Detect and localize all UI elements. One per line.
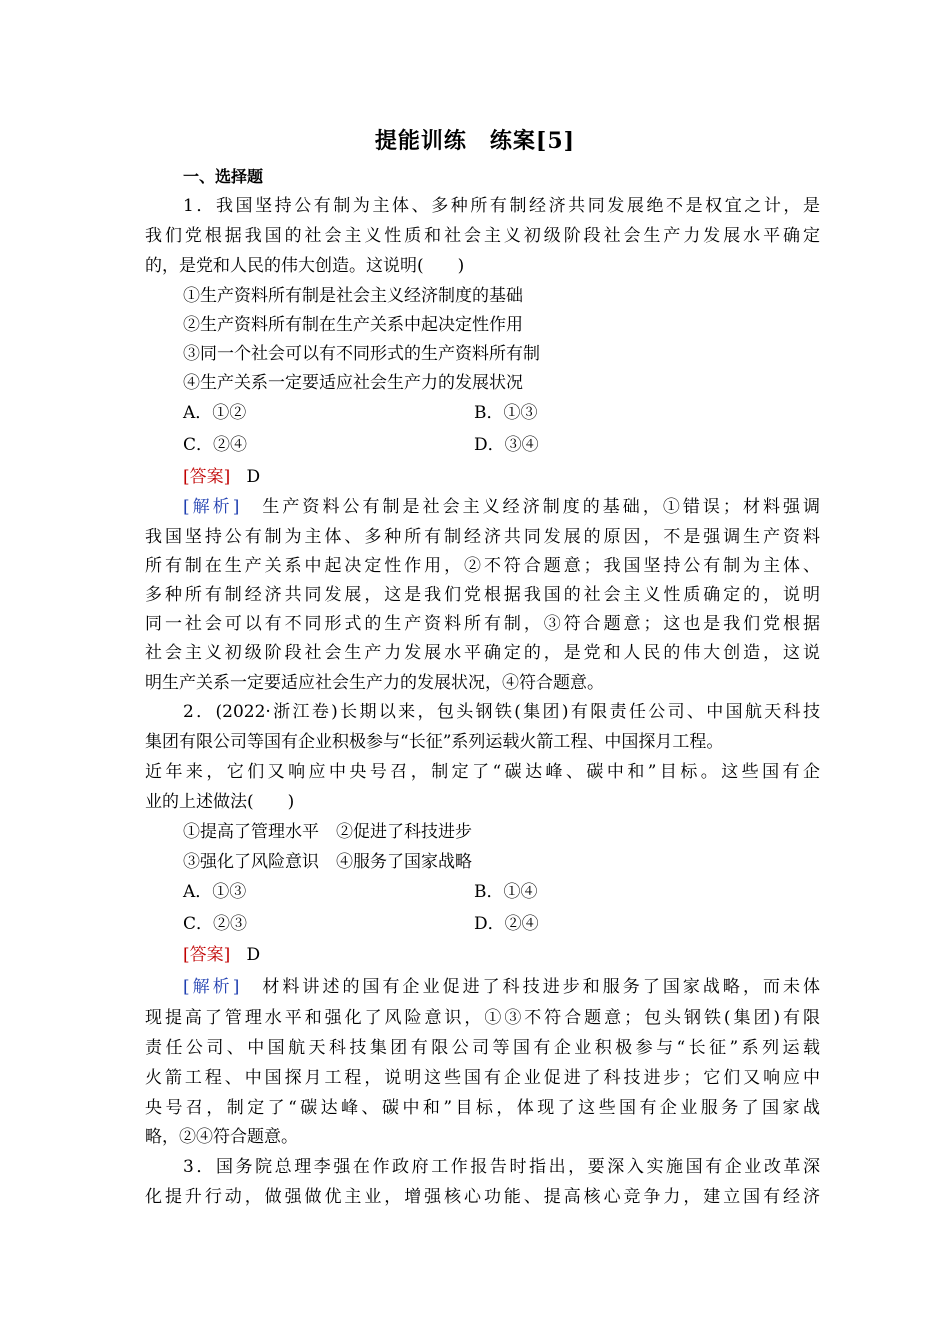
explanation-tag: [解析] (183, 977, 240, 997)
explanation-tag: [解析] (183, 497, 240, 517)
answer-tag: [答案] (183, 467, 231, 487)
q2-stem-line: 业的上述做法( ) (145, 792, 295, 812)
q1-item: ①生产资料所有制是社会主义经济制度的基础 (183, 286, 523, 306)
q2-stem-line: 2．(2022·浙江卷)长期以来，包头钢铁(集团)有限责任公司、中国航天科技 (183, 702, 820, 722)
q2-option-d: D．②④ (474, 914, 539, 934)
q2-explanation-line: 现提高了管理水平和强化了风险意识，①③不符合题意；包头钢铁(集团)有限 (145, 1008, 820, 1028)
q2-item: ③强化了风险意识 ④服务了国家战略 (183, 852, 472, 872)
q2-answer-row (183, 944, 820, 966)
q1-explanation-line: 所有制在生产关系中起决定性作用，②不符合题意；我国坚持公有制为主体、 (145, 556, 820, 576)
q1-option-b: B．①③ (474, 403, 538, 423)
q2-explanation-line: 略，②④符合题意。 (145, 1127, 298, 1147)
q1-explanation-line: 多种所有制经济共同发展，这是我们党根据我国的社会主义性质确定的，说明 (145, 585, 820, 605)
q1-explanation-line: 明生产关系一定要适应社会生产力的发展状况，④符合题意。 (145, 673, 604, 693)
q1-item: ③同一个社会可以有不同形式的生产资料所有制 (183, 344, 540, 364)
page-title: 提能训练 练案[5] (374, 128, 576, 154)
q3-stem-line: 3．国务院总理李强在作政府工作报告时指出，要深入实施国有企业改革深 (183, 1157, 820, 1177)
q1-stem-line: 1．我国坚持公有制为主体、多种所有制经济共同发展绝不是权宜之计，是 (183, 196, 820, 216)
q2-explanation-line: 责任公司、中国航天科技集团有限公司等国有企业积极参与“长征”系列运载 (145, 1038, 820, 1058)
q2-item: ①提高了管理水平 ②促进了科技进步 (183, 822, 472, 842)
q2-stem-line: 近年来，它们又响应中央号召，制定了“碳达峰、碳中和”目标。这些国有企 (145, 762, 820, 782)
section-heading: 一、选择题 (183, 167, 264, 186)
q1-explanation-line: 社会主义初级阶段社会生产力发展水平确定的，是党和人民的伟大创造，这说 (145, 643, 820, 663)
q1-option-a: A．①② (183, 403, 247, 423)
q3-stem-line: 化提升行动，做强做优主业，增强核心功能、提高核心竞争力，建立国有经济 (145, 1187, 820, 1207)
q2-option-a: A．①③ (183, 882, 247, 902)
q2-explanation-line: 央号召，制定了“碳达峰、碳中和”目标，体现了这些国有企业服务了国家战 (145, 1098, 820, 1118)
q1-explanation-line: 我国坚持公有制为主体、多种所有制经济共同发展的原因，不是强调生产资料 (145, 527, 820, 547)
q2-stem-line: 集团有限公司等国有企业积极参与“长征”系列运载火箭工程、中国探月工程。 (145, 732, 724, 752)
answer-value: D (246, 467, 261, 487)
q1-stem-line: 的，是党和人民的伟大创造。这说明( ) (145, 256, 465, 276)
q1-option-d: D．③④ (474, 435, 539, 455)
q2-explanation-line: 火箭工程、中国探月工程，说明这些国有企业促进了科技进步；它们又响应中 (145, 1068, 820, 1088)
q2-explanation-line (183, 976, 820, 998)
explanation-text: 生产资料公有制是社会主义经济制度的基础，①错误；材料强调 (262, 497, 821, 517)
q1-item: ④生产关系一定要适应社会生产力的发展状况 (183, 373, 523, 393)
answer-tag: [答案] (183, 945, 231, 965)
q2-option-b: B．①④ (474, 882, 538, 902)
explanation-text: 材料讲述的国有企业促进了科技进步和服务了国家战略，而未体 (262, 977, 821, 997)
q1-explanation-line: 同一社会可以有不同形式的生产资料所有制，③符合题意；这也是我们党根据 (145, 614, 820, 634)
answer-value: D (246, 945, 261, 965)
q1-answer-row (183, 466, 820, 488)
q2-option-c: C．②③ (183, 914, 248, 934)
q1-item: ②生产资料所有制在生产关系中起决定性作用 (183, 315, 523, 335)
q1-option-c: C．②④ (183, 435, 248, 455)
q1-stem-line: 我们党根据我国的社会主义性质和社会主义初级阶段社会生产力发展水平确定 (145, 226, 820, 246)
q1-explanation-line (183, 496, 820, 518)
